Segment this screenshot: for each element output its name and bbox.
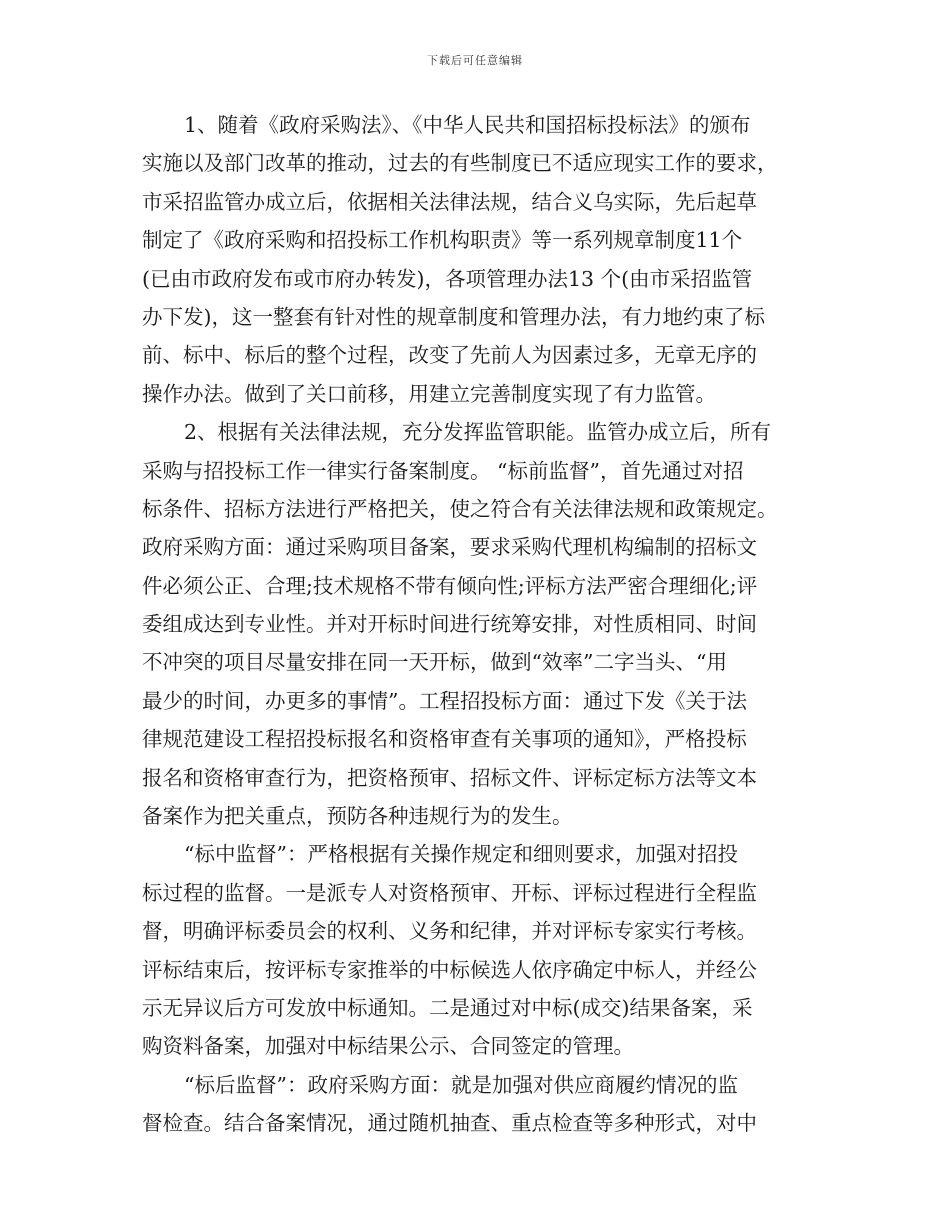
text-line: 备案作为把关重点，预防各种违规行为的发生。 xyxy=(142,804,573,829)
text-line: 标过程的监督。一是派专人对资格预审、开标、评标过程进行全程监 xyxy=(142,880,757,905)
text-line: 标条件、招标方法进行严格把关，使之符合有关法律法规和政策规定。 xyxy=(142,496,778,521)
text-line: 购资料备案，加强对中标结果公示、合同签定的管理。 xyxy=(142,1034,634,1059)
text-line: 2、根据有关法律法规，充分发挥监管职能。监管办成立后，所有 xyxy=(184,420,772,445)
text-line: 操作办法。做到了关口前移，用建立完善制度实现了有力监管。 xyxy=(142,381,716,406)
text-line: 1、随着《政府采购法》、《中华人民共和国招标投标法》的颁布 xyxy=(184,113,751,137)
body-text xyxy=(142,106,810,1143)
text-line: 示无异议后方可发放中标通知。二是通过对中标(成交)结果备案，采 xyxy=(142,995,753,1020)
text-line: “标中监督”：严格根据有关操作规定和细则要求，加强对招投 xyxy=(184,842,738,867)
text-line: 最少的时间，办更多的事情”。工程招投标方面：通过下发《关于法 xyxy=(142,688,747,713)
text-line: 市采招监管办成立后，依据相关法律法规，结合义乌实际，先后起草 xyxy=(142,189,757,214)
page-header: 下载后可任意编辑 xyxy=(427,54,523,67)
text-line: 督检查。结合备案情况，通过随机抽查、重点检查等多种形式，对中 xyxy=(142,1111,757,1136)
text-line: 前、标中、标后的整个过程，改变了先前人为因素过多，无章无序的 xyxy=(142,343,757,368)
text-line: 委组成达到专业性。并对开标时间进行统筹安排，对性质相同、时间 xyxy=(142,612,757,637)
text-line: 办下发)，这一整套有针对性的规章制度和管理办法，有力地约束了标 xyxy=(142,304,765,329)
text-line: 实施以及部门改革的推动，过去的有些制度已不适应现实工作的要求， xyxy=(142,151,778,176)
text-line: 评标结束后，按评标专家推举的中标候选人依序确定中标人，并经公 xyxy=(142,957,757,982)
text-line: 督，明确评标委员会的权利、义务和纪律，并对评标专家实行考核。 xyxy=(142,919,757,944)
text-line: 不冲突的项目尽量安排在同一天开标，做到“效率”二字当头、“用 xyxy=(142,650,727,675)
text-line: 件必须公正、合理;技术规格不带有倾向性;评标方法严密合理细化;评 xyxy=(142,573,758,598)
text-line: “标后监督”：政府采购方面：就是加强对供应商履约情况的监 xyxy=(184,1072,738,1097)
text-line: 律规范建设工程招投标报名和资格审查有关事项的通知》，严格投标 xyxy=(142,727,747,752)
text-line: 制定了《政府采购和招投标工作机构职责》等一系列规章制度11个 xyxy=(142,228,743,253)
text-line: 报名和资格审查行为，把资格预审、招标文件、评标定标方法等文本 xyxy=(142,765,757,790)
text-line: (已由市政府发布或市府办转发)，各项管理办法13 个(由市采招监管 xyxy=(142,266,753,291)
text-line: 采购与招投标工作一律实行备案制度。 “标前监督”，首先通过对招 xyxy=(142,458,744,483)
text-line: 政府采购方面：通过采购项目备案，要求采购代理机构编制的招标文 xyxy=(142,535,757,560)
